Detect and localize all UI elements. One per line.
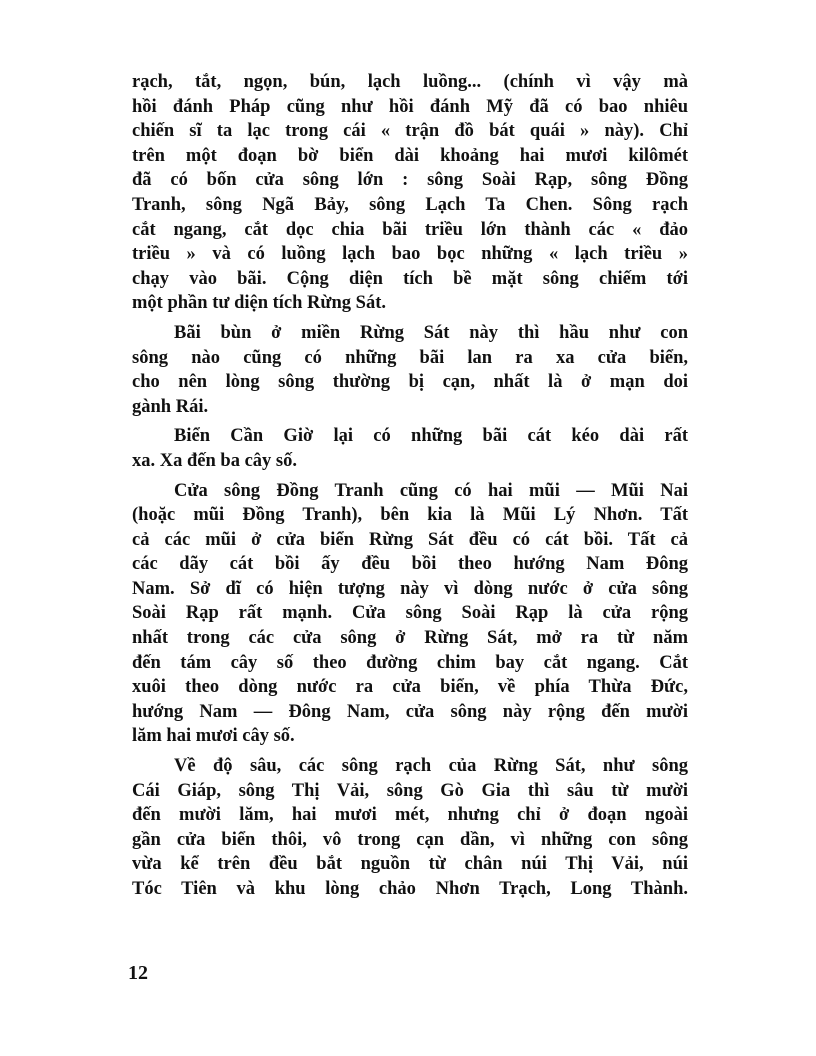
text-line: (hoặc mũi Đồng Tranh), bên kia là Mũi Lý Nhơn. Tất xyxy=(132,505,688,526)
text-line: đến tám cây số theo đường chim bay cắt ngang. Cắt xyxy=(132,652,688,673)
text-line: cả các mũi ở cửa biển Rừng Sát đều có cát bồi. Tất cả xyxy=(132,529,688,550)
text-line: cắt ngang, cắt dọc chia bãi triều lớn thành các « đảo xyxy=(132,219,688,240)
paragraph-4 xyxy=(132,479,688,750)
text-line: sông nào cũng có những bãi lan ra xa cửa biển, xyxy=(132,347,688,368)
paragraph-2 xyxy=(132,321,688,419)
text-line: hồi đánh Pháp cũng như hồi đánh Mỹ đã có bao nhiêu xyxy=(132,96,688,117)
text-line: Soài Rạp rất mạnh. Cửa sông Soài Rạp là cửa rộng xyxy=(132,603,688,624)
page-number: 12 xyxy=(128,962,148,984)
text-line: Nam. Sở dĩ có hiện tượng này vì dòng nước ở cửa sông xyxy=(132,578,688,599)
page-body xyxy=(132,70,688,902)
text-line: lăm hai mươi cây số. xyxy=(132,726,295,747)
text-line: một phần tư diện tích Rừng Sát. xyxy=(132,293,387,314)
text-line: rạch, tắt, ngọn, bún, lạch luồng... (chính vì vậy mà xyxy=(132,72,688,92)
text-line: xa. Xa đến ba cây số. xyxy=(132,450,297,471)
text-line: cho nên lòng sông thường bị cạn, nhất là ở mạn doi xyxy=(132,372,688,393)
text-line: chiến sĩ ta lạc trong cái « trận đồ bát quái » này). Chỉ xyxy=(132,121,688,142)
text-line: xuôi theo dòng nước ra cửa biển, về phía Thừa Đức, xyxy=(132,677,688,698)
paragraph-1 xyxy=(132,70,688,316)
paragraph-3 xyxy=(132,424,688,473)
text-line: Biển Cần Giờ lại có những bãi cát kéo dài rất xyxy=(174,426,688,447)
text-line: gần cửa biển thôi, vô trong cạn dần, vì những con sông xyxy=(132,829,688,850)
text-line: gành Rái. xyxy=(132,396,209,417)
text-line: đã có bốn cửa sông lớn : sông Soài Rạp, sông Đồng xyxy=(132,170,688,191)
text-line: các dãy cát bồi ấy đều bồi theo hướng Nam Đông xyxy=(132,554,688,575)
text-line: vừa kể trên đều bắt nguồn từ chân núi Thị Vải, núi xyxy=(132,854,688,875)
text-line: chạy vào bãi. Cộng diện tích bề mặt sông chiếm tới xyxy=(132,268,688,289)
text-line: nhất trong các cửa sông ở Rừng Sát, mở ra từ năm xyxy=(132,628,688,649)
text-line: trên một đoạn bờ biển dài khoảng hai mươi kilômét xyxy=(132,145,688,166)
text-line: Về độ sâu, các sông rạch của Rừng Sát, như sông xyxy=(174,756,688,777)
text-line: Bãi bùn ở miền Rừng Sát này thì hầu như con xyxy=(174,322,688,343)
text-line: Tóc Tiên và khu lòng chảo Nhơn Trạch, Long Thành. xyxy=(132,879,688,899)
text-line: Tranh, sông Ngã Bảy, sông Lạch Ta Chen. Sông rạch xyxy=(132,194,688,215)
text-line: Cửa sông Đồng Tranh cũng có hai mũi — Mũi Nai xyxy=(174,480,688,501)
paragraph-5 xyxy=(132,754,688,902)
text-line: Cái Giáp, sông Thị Vải, sông Gò Gia thì sâu từ mười xyxy=(132,780,688,801)
text-line: hướng Nam — Đông Nam, cửa sông này rộng đến mười xyxy=(132,701,688,722)
text-line: triều » và có luồng lạch bao bọc những « lạch triều » xyxy=(132,244,688,265)
text-line: đến mười lăm, hai mươi mét, nhưng chỉ ở đoạn ngoài xyxy=(132,805,688,826)
